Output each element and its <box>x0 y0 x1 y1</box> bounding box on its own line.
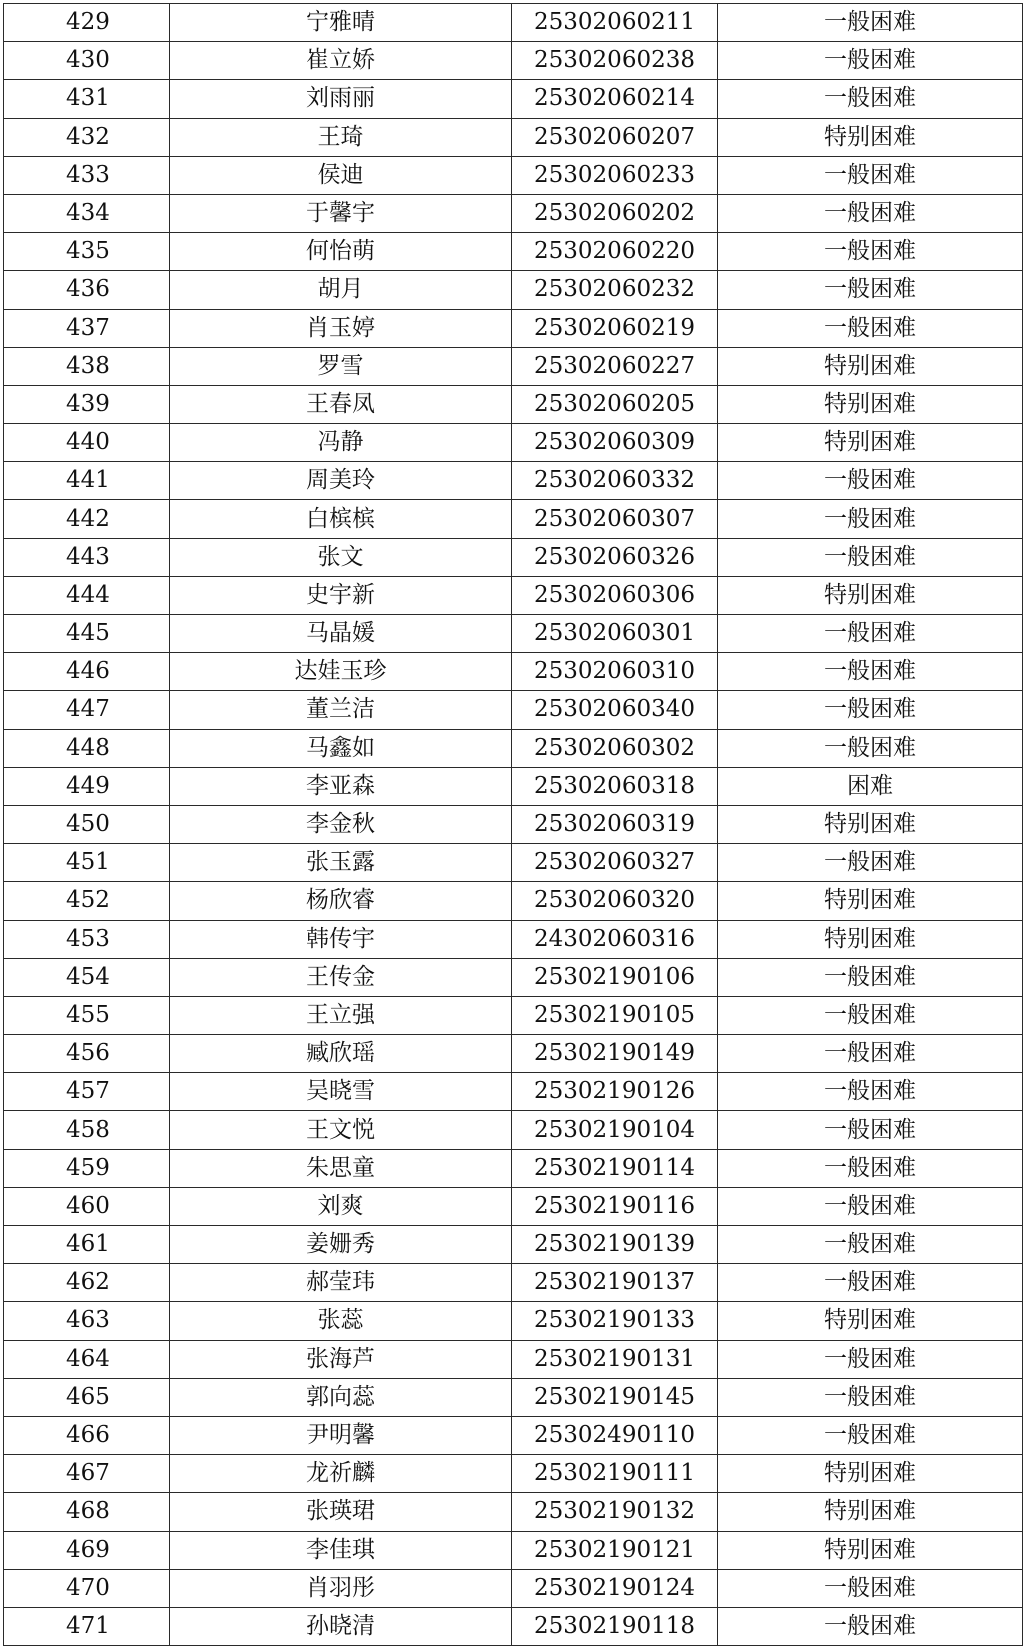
roster-table-body <box>4 4 1023 1646</box>
student-id-cell: 25302060307 <box>512 500 718 538</box>
student-name-cell: 王琦 <box>170 118 512 156</box>
student-name-cell: 孙晓清 <box>170 1607 512 1645</box>
row-number-cell: 449 <box>4 767 170 805</box>
student-id-cell: 25302190111 <box>512 1455 718 1493</box>
difficulty-level-cell: 特别困难 <box>718 920 1023 958</box>
row-number-cell: 431 <box>4 80 170 118</box>
difficulty-level-cell: 一般困难 <box>718 1340 1023 1378</box>
student-id-cell: 25302060301 <box>512 615 718 653</box>
row-number-cell: 436 <box>4 271 170 309</box>
table-row <box>4 615 1023 653</box>
difficulty-level-cell: 特别困难 <box>718 347 1023 385</box>
table-row <box>4 1111 1023 1149</box>
table-row <box>4 1035 1023 1073</box>
difficulty-level-cell: 特别困难 <box>718 1531 1023 1569</box>
difficulty-level-cell: 一般困难 <box>718 194 1023 232</box>
student-id-cell: 25302190106 <box>512 958 718 996</box>
row-number-cell: 433 <box>4 156 170 194</box>
row-number-cell: 445 <box>4 615 170 653</box>
row-number-cell: 439 <box>4 385 170 423</box>
table-row <box>4 1187 1023 1225</box>
row-number-cell: 443 <box>4 538 170 576</box>
difficulty-level-cell: 一般困难 <box>718 1149 1023 1187</box>
student-name-cell: 董兰洁 <box>170 691 512 729</box>
student-name-cell: 刘爽 <box>170 1187 512 1225</box>
student-name-cell: 史宇新 <box>170 576 512 614</box>
difficulty-level-cell: 特别困难 <box>718 805 1023 843</box>
difficulty-level-cell: 一般困难 <box>718 1111 1023 1149</box>
table-row <box>4 347 1023 385</box>
table-row <box>4 882 1023 920</box>
table-row <box>4 1493 1023 1531</box>
table-row <box>4 1264 1023 1302</box>
table-row <box>4 462 1023 500</box>
row-number-cell: 461 <box>4 1226 170 1264</box>
student-name-cell: 宁雅晴 <box>170 4 512 42</box>
row-number-cell: 434 <box>4 194 170 232</box>
student-name-cell: 李金秋 <box>170 805 512 843</box>
student-id-cell: 25302060211 <box>512 4 718 42</box>
student-name-cell: 臧欣瑶 <box>170 1035 512 1073</box>
student-name-cell: 郭向蕊 <box>170 1378 512 1416</box>
row-number-cell: 458 <box>4 1111 170 1149</box>
student-name-cell: 朱思童 <box>170 1149 512 1187</box>
row-number-cell: 452 <box>4 882 170 920</box>
row-number-cell: 462 <box>4 1264 170 1302</box>
row-number-cell: 440 <box>4 424 170 462</box>
student-id-cell: 25302190132 <box>512 1493 718 1531</box>
difficulty-level-cell: 一般困难 <box>718 996 1023 1034</box>
difficulty-level-cell: 一般困难 <box>718 309 1023 347</box>
difficulty-level-cell: 特别困难 <box>718 1455 1023 1493</box>
row-number-cell: 470 <box>4 1569 170 1607</box>
table-row <box>4 42 1023 80</box>
student-name-cell: 王文悦 <box>170 1111 512 1149</box>
difficulty-level-cell: 一般困难 <box>718 1569 1023 1607</box>
difficulty-level-cell: 特别困难 <box>718 424 1023 462</box>
student-name-cell: 王春凤 <box>170 385 512 423</box>
student-id-cell: 25302060318 <box>512 767 718 805</box>
student-name-cell: 于馨宇 <box>170 194 512 232</box>
student-id-cell: 25302190126 <box>512 1073 718 1111</box>
student-id-cell: 25302190104 <box>512 1111 718 1149</box>
student-name-cell: 张玉露 <box>170 844 512 882</box>
difficulty-level-cell: 一般困难 <box>718 958 1023 996</box>
student-name-cell: 马鑫如 <box>170 729 512 767</box>
table-row <box>4 424 1023 462</box>
student-id-cell: 24302060316 <box>512 920 718 958</box>
difficulty-level-cell: 一般困难 <box>718 729 1023 767</box>
row-number-cell: 442 <box>4 500 170 538</box>
row-number-cell: 429 <box>4 4 170 42</box>
student-id-cell: 25302060220 <box>512 233 718 271</box>
student-name-cell: 侯迪 <box>170 156 512 194</box>
student-name-cell: 肖羽彤 <box>170 1569 512 1607</box>
table-row <box>4 271 1023 309</box>
difficulty-level-cell: 一般困难 <box>718 653 1023 691</box>
student-id-cell: 25302060302 <box>512 729 718 767</box>
student-name-cell: 王立强 <box>170 996 512 1034</box>
student-id-cell: 25302060310 <box>512 653 718 691</box>
row-number-cell: 467 <box>4 1455 170 1493</box>
student-name-cell: 胡月 <box>170 271 512 309</box>
table-row <box>4 194 1023 232</box>
table-row <box>4 1073 1023 1111</box>
student-id-cell: 25302060309 <box>512 424 718 462</box>
student-id-cell: 25302190137 <box>512 1264 718 1302</box>
student-name-cell: 达娃玉珍 <box>170 653 512 691</box>
table-row <box>4 309 1023 347</box>
table-row <box>4 1416 1023 1454</box>
difficulty-level-cell: 一般困难 <box>718 538 1023 576</box>
table-row <box>4 1340 1023 1378</box>
student-id-cell: 25302060326 <box>512 538 718 576</box>
student-id-cell: 25302190118 <box>512 1607 718 1645</box>
student-name-cell: 冯静 <box>170 424 512 462</box>
student-id-cell: 25302060340 <box>512 691 718 729</box>
row-number-cell: 453 <box>4 920 170 958</box>
student-name-cell: 张蕊 <box>170 1302 512 1340</box>
student-name-cell: 张海芦 <box>170 1340 512 1378</box>
student-id-cell: 25302060232 <box>512 271 718 309</box>
student-id-cell: 25302190149 <box>512 1035 718 1073</box>
student-id-cell: 25302190133 <box>512 1302 718 1340</box>
student-name-cell: 吴晓雪 <box>170 1073 512 1111</box>
student-id-cell: 25302190121 <box>512 1531 718 1569</box>
row-number-cell: 456 <box>4 1035 170 1073</box>
difficulty-level-cell: 特别困难 <box>718 1493 1023 1531</box>
row-number-cell: 451 <box>4 844 170 882</box>
student-name-cell: 姜姗秀 <box>170 1226 512 1264</box>
student-name-cell: 韩传宇 <box>170 920 512 958</box>
student-name-cell: 肖玉婷 <box>170 309 512 347</box>
table-row <box>4 80 1023 118</box>
row-number-cell: 437 <box>4 309 170 347</box>
table-row <box>4 156 1023 194</box>
table-row <box>4 576 1023 614</box>
table-row <box>4 653 1023 691</box>
student-id-cell: 25302060327 <box>512 844 718 882</box>
student-id-cell: 25302060227 <box>512 347 718 385</box>
student-id-cell: 25302190114 <box>512 1149 718 1187</box>
table-row <box>4 538 1023 576</box>
table-row <box>4 767 1023 805</box>
student-name-cell: 马晶媛 <box>170 615 512 653</box>
student-name-cell: 郝莹玮 <box>170 1264 512 1302</box>
student-name-cell: 杨欣睿 <box>170 882 512 920</box>
student-name-cell: 何怡萌 <box>170 233 512 271</box>
student-name-cell: 白槟槟 <box>170 500 512 538</box>
student-id-cell: 25302190139 <box>512 1226 718 1264</box>
difficulty-level-cell: 一般困难 <box>718 844 1023 882</box>
student-name-cell: 王传金 <box>170 958 512 996</box>
difficulty-level-cell: 一般困难 <box>718 1264 1023 1302</box>
difficulty-level-cell: 一般困难 <box>718 4 1023 42</box>
difficulty-level-cell: 一般困难 <box>718 1035 1023 1073</box>
difficulty-level-cell: 一般困难 <box>718 156 1023 194</box>
student-name-cell: 龙祈麟 <box>170 1455 512 1493</box>
row-number-cell: 450 <box>4 805 170 843</box>
table-row <box>4 1569 1023 1607</box>
student-id-cell: 25302060320 <box>512 882 718 920</box>
difficulty-level-cell: 特别困难 <box>718 576 1023 614</box>
row-number-cell: 430 <box>4 42 170 80</box>
row-number-cell: 447 <box>4 691 170 729</box>
row-number-cell: 465 <box>4 1378 170 1416</box>
difficulty-level-cell: 特别困难 <box>718 882 1023 920</box>
table-row <box>4 1378 1023 1416</box>
row-number-cell: 471 <box>4 1607 170 1645</box>
student-id-cell: 25302190116 <box>512 1187 718 1225</box>
difficulty-level-cell: 一般困难 <box>718 1187 1023 1225</box>
row-number-cell: 448 <box>4 729 170 767</box>
difficulty-level-cell: 困难 <box>718 767 1023 805</box>
student-name-cell: 张瑛珺 <box>170 1493 512 1531</box>
difficulty-level-cell: 一般困难 <box>718 462 1023 500</box>
difficulty-level-cell: 一般困难 <box>718 80 1023 118</box>
student-name-cell: 崔立娇 <box>170 42 512 80</box>
student-id-cell: 25302190145 <box>512 1378 718 1416</box>
student-name-cell: 罗雪 <box>170 347 512 385</box>
table-row <box>4 4 1023 42</box>
difficulty-level-cell: 一般困难 <box>718 1073 1023 1111</box>
table-row <box>4 118 1023 156</box>
difficulty-level-cell: 一般困难 <box>718 500 1023 538</box>
row-number-cell: 469 <box>4 1531 170 1569</box>
table-row <box>4 500 1023 538</box>
student-name-cell: 刘雨丽 <box>170 80 512 118</box>
difficulty-level-cell: 一般困难 <box>718 1378 1023 1416</box>
student-id-cell: 25302060233 <box>512 156 718 194</box>
student-name-cell: 张文 <box>170 538 512 576</box>
student-id-cell: 25302060214 <box>512 80 718 118</box>
table-row <box>4 1226 1023 1264</box>
difficulty-level-cell: 一般困难 <box>718 233 1023 271</box>
difficulty-level-cell: 一般困难 <box>718 1607 1023 1645</box>
difficulty-level-cell: 一般困难 <box>718 1226 1023 1264</box>
student-id-cell: 25302490110 <box>512 1416 718 1454</box>
difficulty-level-cell: 一般困难 <box>718 271 1023 309</box>
difficulty-level-cell: 特别困难 <box>718 1302 1023 1340</box>
student-id-cell: 25302190105 <box>512 996 718 1034</box>
row-number-cell: 435 <box>4 233 170 271</box>
row-number-cell: 446 <box>4 653 170 691</box>
document-page <box>3 3 1022 1646</box>
student-id-cell: 25302060219 <box>512 309 718 347</box>
difficulty-level-cell: 一般困难 <box>718 1416 1023 1454</box>
row-number-cell: 460 <box>4 1187 170 1225</box>
table-row <box>4 1302 1023 1340</box>
student-id-cell: 25302060202 <box>512 194 718 232</box>
difficulty-level-cell: 特别困难 <box>718 385 1023 423</box>
row-number-cell: 463 <box>4 1302 170 1340</box>
difficulty-level-cell: 一般困难 <box>718 615 1023 653</box>
row-number-cell: 455 <box>4 996 170 1034</box>
table-row <box>4 996 1023 1034</box>
table-row <box>4 958 1023 996</box>
table-row <box>4 691 1023 729</box>
table-row <box>4 233 1023 271</box>
student-name-cell: 周美玲 <box>170 462 512 500</box>
student-id-cell: 25302060332 <box>512 462 718 500</box>
row-number-cell: 468 <box>4 1493 170 1531</box>
student-id-cell: 25302060238 <box>512 42 718 80</box>
student-id-cell: 25302190124 <box>512 1569 718 1607</box>
table-row <box>4 385 1023 423</box>
student-id-cell: 25302060205 <box>512 385 718 423</box>
row-number-cell: 466 <box>4 1416 170 1454</box>
roster-table <box>3 3 1023 1646</box>
table-row <box>4 1455 1023 1493</box>
table-row <box>4 920 1023 958</box>
row-number-cell: 459 <box>4 1149 170 1187</box>
student-id-cell: 25302060207 <box>512 118 718 156</box>
student-name-cell: 李佳琪 <box>170 1531 512 1569</box>
row-number-cell: 457 <box>4 1073 170 1111</box>
student-id-cell: 25302060319 <box>512 805 718 843</box>
student-name-cell: 李亚森 <box>170 767 512 805</box>
row-number-cell: 432 <box>4 118 170 156</box>
table-row <box>4 1149 1023 1187</box>
table-row <box>4 1531 1023 1569</box>
row-number-cell: 454 <box>4 958 170 996</box>
row-number-cell: 464 <box>4 1340 170 1378</box>
student-id-cell: 25302190131 <box>512 1340 718 1378</box>
table-row <box>4 805 1023 843</box>
table-row <box>4 1607 1023 1645</box>
difficulty-level-cell: 一般困难 <box>718 42 1023 80</box>
difficulty-level-cell: 一般困难 <box>718 691 1023 729</box>
table-row <box>4 729 1023 767</box>
row-number-cell: 441 <box>4 462 170 500</box>
table-row <box>4 844 1023 882</box>
difficulty-level-cell: 特别困难 <box>718 118 1023 156</box>
student-name-cell: 尹明馨 <box>170 1416 512 1454</box>
student-id-cell: 25302060306 <box>512 576 718 614</box>
row-number-cell: 438 <box>4 347 170 385</box>
row-number-cell: 444 <box>4 576 170 614</box>
